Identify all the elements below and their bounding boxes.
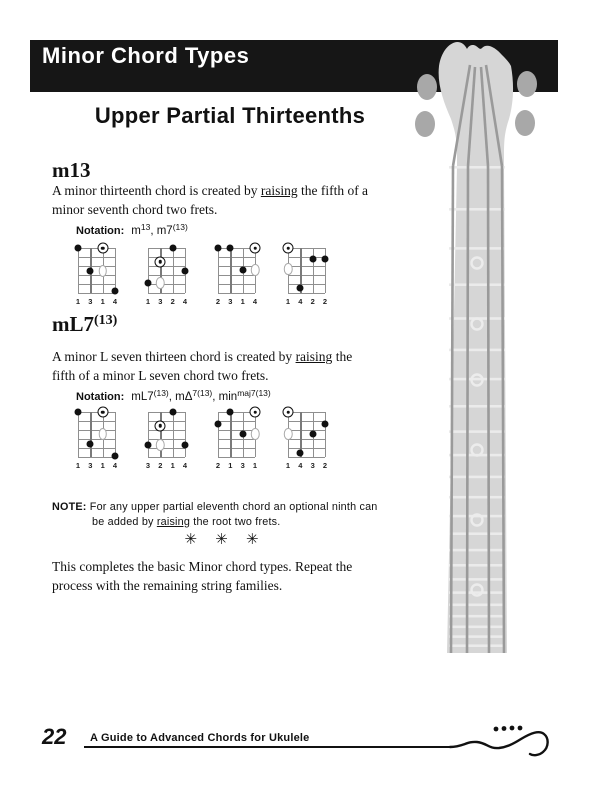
notation-symbols — [131, 222, 188, 237]
text-segment: maj7(13) — [237, 388, 271, 398]
finger-dot — [239, 266, 246, 273]
text-segment: the fifth of a — [297, 183, 369, 198]
heading-text: mL7 — [52, 312, 94, 336]
finger-number: 2 — [215, 297, 221, 306]
root-note-marker — [155, 256, 166, 267]
root-note-marker — [250, 407, 261, 418]
finger-dot — [112, 288, 119, 295]
finger-dot — [309, 430, 316, 437]
finger-number: 3 — [88, 461, 93, 470]
note-block — [52, 500, 397, 529]
note-line — [52, 500, 397, 515]
finger-dot — [309, 255, 316, 262]
finger-dot — [182, 268, 189, 275]
body-line — [52, 366, 424, 385]
finger-dot — [145, 280, 152, 287]
footer-rule — [84, 746, 452, 748]
chord-diagram — [75, 412, 118, 470]
flourish-dots — [494, 726, 523, 732]
notation-symbols — [131, 388, 271, 403]
text-segment: , min — [212, 391, 238, 403]
heading-sup: (13) — [94, 313, 118, 328]
finger-number: 1 — [285, 461, 291, 470]
finger-dot — [297, 284, 304, 291]
text-segment: mL7 — [131, 391, 154, 403]
chord-diagram — [215, 412, 258, 470]
finger-dot — [182, 442, 189, 449]
finger-dot — [75, 245, 82, 252]
finger-number: 3 — [158, 297, 163, 306]
finger-number: 1 — [285, 297, 291, 306]
finger-number: 2 — [322, 461, 328, 470]
section-heading-m13 — [52, 158, 91, 183]
text-segment: the — [332, 349, 353, 364]
finger-number: 3 — [88, 297, 93, 306]
chord-diagram — [215, 248, 258, 306]
stars-divider: ✳ ✳ ✳ — [184, 531, 266, 548]
root-note-marker — [97, 243, 108, 254]
root-note-marker — [155, 420, 166, 431]
finger-dot — [87, 268, 94, 275]
chord-diagram — [75, 248, 118, 306]
text-segment: the root two frets. — [190, 515, 281, 528]
text-segment: minor seventh chord two frets. — [52, 202, 218, 217]
optional-note-marker — [98, 265, 107, 277]
finger-number: 1 — [240, 297, 245, 306]
finger-dot — [145, 442, 152, 449]
chord-diagram — [145, 248, 188, 306]
finger-number: 1 — [75, 461, 81, 470]
text-segment: 7(13) — [192, 388, 213, 398]
finger-dot — [297, 450, 304, 457]
text-segment: (13) — [172, 222, 188, 232]
finger-dot — [227, 409, 234, 416]
tuning-peg — [515, 110, 535, 136]
finger-number: 1 — [145, 297, 151, 306]
optional-note-marker — [156, 277, 165, 289]
closing-line: process with the remaining string families. — [52, 578, 283, 593]
root-note-marker — [283, 243, 294, 254]
text-segment: be added by — [92, 515, 157, 528]
text-segment: A minor thirteenth chord is created by — [52, 183, 261, 198]
finger-number: 4 — [298, 461, 303, 470]
finger-number: 4 — [182, 461, 188, 470]
tuning-peg — [417, 74, 437, 100]
optional-note-marker — [251, 264, 260, 276]
text-segment: (13) — [153, 388, 169, 398]
closing-line: This completes the basic Minor chord types. Repeat the — [52, 559, 353, 574]
optional-note-marker — [98, 428, 107, 440]
finger-number: 4 — [112, 297, 118, 306]
finger-number: 2 — [322, 297, 328, 306]
notation-label: Notation: — [76, 225, 125, 237]
notation-line — [76, 388, 271, 403]
text-segment: 13 — [140, 222, 151, 232]
section-heading-mL7-13 — [52, 312, 117, 337]
optional-note-marker — [251, 428, 260, 440]
finger-dot — [112, 453, 119, 460]
page-title: Upper Partial Thirteenths — [94, 103, 366, 128]
tuning-peg — [517, 71, 537, 97]
finger-number: 2 — [158, 461, 163, 470]
chord-diagram — [285, 412, 328, 470]
optional-note-marker — [284, 263, 293, 275]
optional-note-marker — [284, 428, 293, 440]
text-segment: , m7 — [150, 225, 173, 237]
closing-paragraph — [52, 557, 424, 595]
footer-book-title: A Guide to Advanced Chords for Ukulele — [90, 732, 310, 744]
text-segment: A minor L seven thirteen chord is created by — [52, 349, 296, 364]
text-segment: raising — [295, 349, 333, 364]
finger-number: 1 — [100, 461, 105, 470]
finger-number: 3 — [310, 461, 315, 470]
finger-dot — [215, 245, 222, 252]
finger-number: 3 — [145, 461, 151, 470]
notation-label: Notation: — [76, 391, 125, 403]
ukulele-headstock-graphic — [410, 35, 570, 665]
finger-dot — [322, 255, 329, 262]
chapter-title: Minor Chord Types — [42, 43, 250, 68]
finger-number: 2 — [170, 297, 175, 306]
text-segment: fifth of a minor L seven chord two frets. — [52, 368, 269, 383]
root-note-marker — [283, 407, 294, 418]
root-note-marker — [97, 407, 108, 418]
chord-diagram — [145, 412, 188, 470]
finger-number: 4 — [298, 297, 303, 306]
heading-text: m13 — [52, 158, 91, 182]
finger-dot — [227, 245, 234, 252]
note-text — [52, 515, 397, 530]
notation-line — [76, 222, 188, 237]
note-text — [90, 501, 378, 513]
finger-dot — [239, 430, 246, 437]
body-line — [52, 347, 424, 366]
root-note-marker — [250, 243, 261, 254]
section-body — [52, 181, 424, 219]
finger-number: 3 — [240, 461, 245, 470]
finger-dot — [87, 440, 94, 447]
text-segment: For any upper partial eleventh chord an optional ninth can — [89, 501, 378, 513]
section-body — [52, 347, 424, 385]
finger-dot — [169, 245, 176, 252]
flourish-swash — [450, 732, 548, 755]
finger-number: 1 — [100, 297, 105, 306]
body-line — [52, 200, 424, 219]
finger-number: 4 — [252, 297, 258, 306]
finger-dot — [169, 409, 176, 416]
finger-number: 1 — [75, 297, 81, 306]
page-number: 22 — [42, 724, 67, 749]
finger-number: 1 — [228, 461, 233, 470]
finger-number: 4 — [182, 297, 188, 306]
finger-number: 2 — [215, 461, 221, 470]
note-label: NOTE: — [52, 501, 87, 513]
finger-number: 2 — [310, 297, 315, 306]
finger-number: 1 — [170, 461, 175, 470]
finger-dot — [75, 409, 82, 416]
finger-number: 1 — [252, 461, 258, 470]
finger-dot — [215, 420, 222, 427]
optional-note-marker — [156, 439, 165, 451]
text-segment: , mΔ — [168, 391, 193, 403]
finger-dot — [322, 420, 329, 427]
text-segment: m — [131, 225, 141, 237]
chord-diagram — [285, 248, 328, 306]
text-segment: raising — [156, 515, 191, 528]
finger-number: 4 — [112, 461, 118, 470]
footer-flourish — [445, 718, 570, 766]
body-line — [52, 181, 424, 200]
text-segment: raising — [260, 183, 298, 198]
finger-number: 3 — [228, 297, 233, 306]
